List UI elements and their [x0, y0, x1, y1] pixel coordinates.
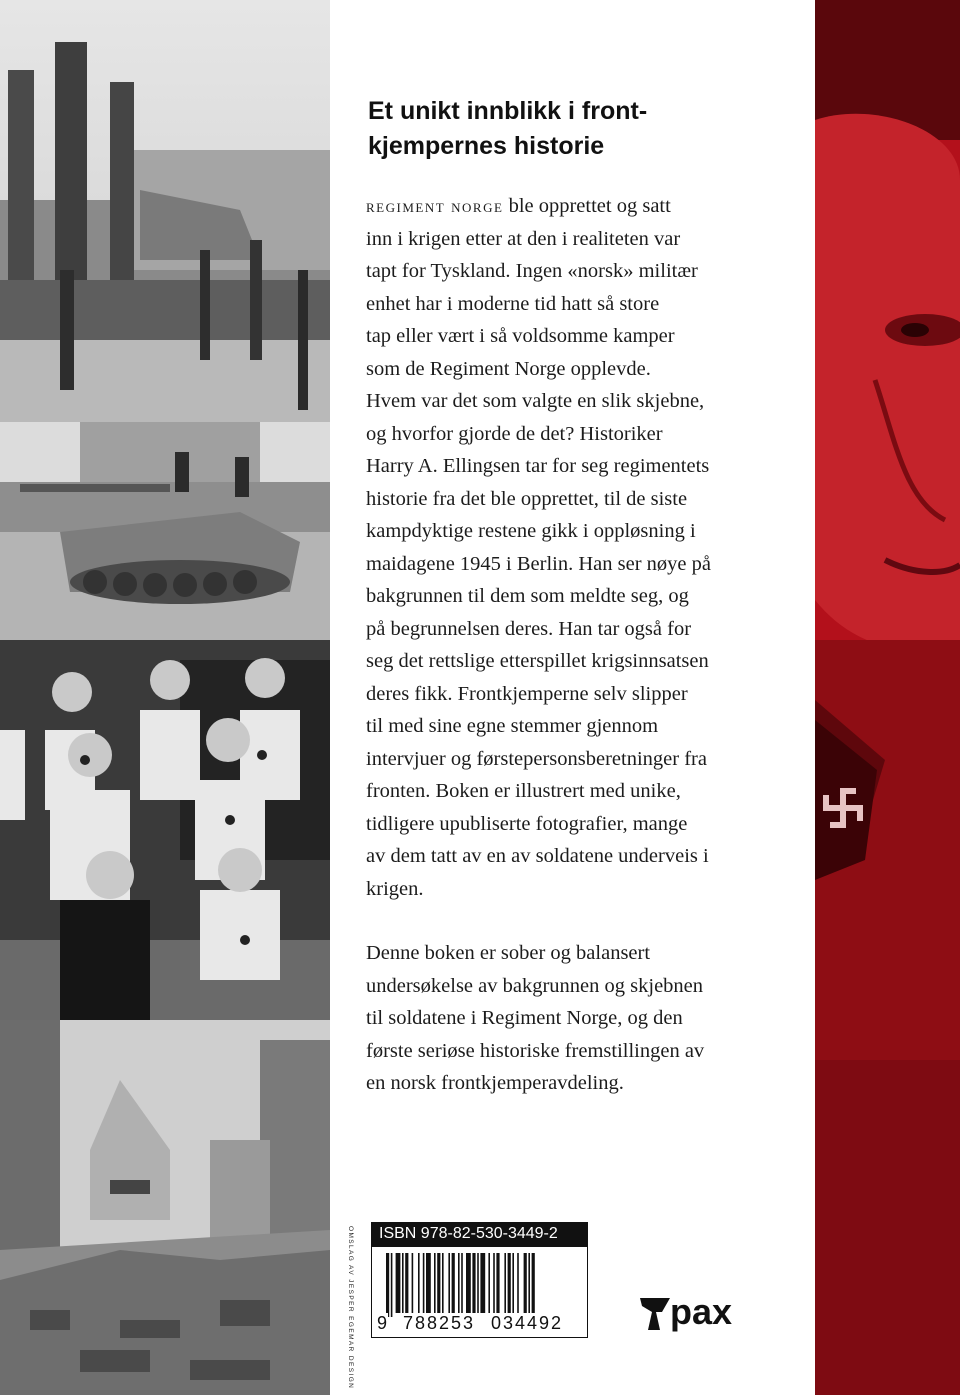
barcode-digits-right: 034492 [491, 1313, 564, 1333]
barcode-bars [372, 1247, 586, 1317]
barcode-bar [458, 1253, 460, 1317]
barcode-bar [442, 1253, 444, 1313]
barcode-bar [508, 1253, 511, 1313]
body-line [366, 190, 786, 223]
barcode-bar [532, 1253, 535, 1317]
barcode-bar [472, 1253, 475, 1313]
body-line: tidligere upubliserte fotografier, mange [366, 812, 688, 835]
barcode-bar [466, 1253, 471, 1313]
paragraph-1 [366, 190, 786, 905]
barcode-bar [517, 1253, 519, 1313]
barcode-digits-left: 788253 [403, 1313, 476, 1333]
barcode-bar [496, 1253, 499, 1313]
pax-logo-icon [640, 1292, 765, 1336]
photo-soldiers-group [0, 640, 330, 1020]
barcode-bar [437, 1253, 440, 1313]
body-line: og hvorfor gjorde de det? Historiker [366, 422, 663, 445]
photo-ruined-town-chimneys [0, 0, 330, 422]
barcode-bar [488, 1253, 490, 1313]
barcode-bar [452, 1253, 455, 1313]
barcode-bar [405, 1253, 408, 1313]
barcode-bar [480, 1253, 485, 1313]
body-line: maidagene 1945 i Berlin. Han ser nøye på [366, 552, 711, 575]
body-line: bakgrunnen til dem som meldte seg, og [366, 585, 689, 607]
headline: Et unikt innblikk i front- kjempernes historie [368, 97, 648, 160]
body-line: første seriøse historiske fremstillingen av [366, 1039, 705, 1062]
body-line: tapt for Tyskland. Ingen «norsk» militær [366, 260, 698, 282]
body-line: tap eller vært i så voldsomme kamper [366, 325, 675, 347]
barcode-digit-first: 9 [377, 1313, 388, 1333]
body-line: fronten. Boken er illustrert med unike, [366, 780, 681, 802]
body-line: Harry A. Ellingsen tar for seg regimentets [366, 455, 710, 477]
body-line: kampdyktige restene gikk i oppløsning i [366, 520, 696, 542]
body-line: til med sine egne stemmer gjennom [366, 715, 659, 737]
body-line: en norsk frontkjemperavdeling. [366, 1072, 624, 1094]
barcode-bar [418, 1253, 420, 1313]
body-line-text: ble opprettet og satt [503, 195, 671, 217]
body-text [366, 190, 786, 1100]
portrait-red-soldier [815, 0, 960, 1395]
body-line: Hvem var det som valgte en slik skjebne, [366, 390, 705, 412]
body-line: krigen. [366, 877, 424, 900]
photo-bombed-street [0, 1020, 330, 1395]
cover-design-credit: OMSLAG AV JESPER EGEMAR DESIGN [347, 1226, 354, 1390]
barcode-bar [396, 1253, 401, 1313]
barcode-number [372, 1313, 586, 1335]
isbn-label: ISBN 978-82-530-3449-2 [371, 1222, 588, 1246]
body-line: inn i krigen etter at den i realiteten var [366, 227, 681, 250]
barcode-bar [423, 1253, 425, 1313]
regiment-norge-smallcaps: regiment norge [366, 196, 504, 216]
barcode-bar [434, 1253, 436, 1313]
body-line: til soldatene i Regiment Norge, og den [366, 1007, 683, 1029]
body-line: som de Regiment Norge opplevde. [366, 357, 651, 380]
pax-publisher-logo [640, 1292, 765, 1336]
body-line: historie fra det ble opprettet, til de siste [366, 487, 688, 510]
barcode-bar [504, 1253, 506, 1313]
pax-logo-text: pax [670, 1292, 733, 1332]
photo-tank [0, 422, 330, 640]
barcode-bar [391, 1253, 393, 1317]
barcode-bar [448, 1253, 450, 1313]
body-line: intervjuer og førstepersonsberetninger fra [366, 747, 707, 770]
barcode-bar [524, 1253, 527, 1313]
barcode-bar [512, 1253, 514, 1313]
body-line: Denne boken er sober og balansert [366, 942, 651, 964]
paragraph-2 [366, 937, 786, 1100]
barcode [371, 1246, 588, 1338]
barcode-bar [386, 1253, 389, 1317]
barcode-bar [426, 1253, 431, 1313]
body-line: undersøkelse av bakgrunnen og skjebnen [366, 974, 704, 997]
barcode-bar [493, 1253, 495, 1313]
body-line: av dem tatt av en av soldatene underveis i [366, 845, 709, 867]
barcode-bar [402, 1253, 404, 1313]
photo-strip [0, 0, 330, 1395]
barcode-bar [461, 1253, 463, 1317]
barcode-bar [477, 1253, 479, 1313]
body-line: på begrunnelsen deres. Han tar også for [366, 617, 692, 640]
body-line: deres fikk. Frontkjemperne selv slipper [366, 682, 688, 705]
body-line: enhet har i moderne tid hatt så store [366, 292, 660, 315]
body-line: seg det rettslige etterspillet krigsinnsatsen [366, 650, 709, 672]
barcode-bar [528, 1253, 530, 1313]
barcode-bar [412, 1253, 414, 1313]
